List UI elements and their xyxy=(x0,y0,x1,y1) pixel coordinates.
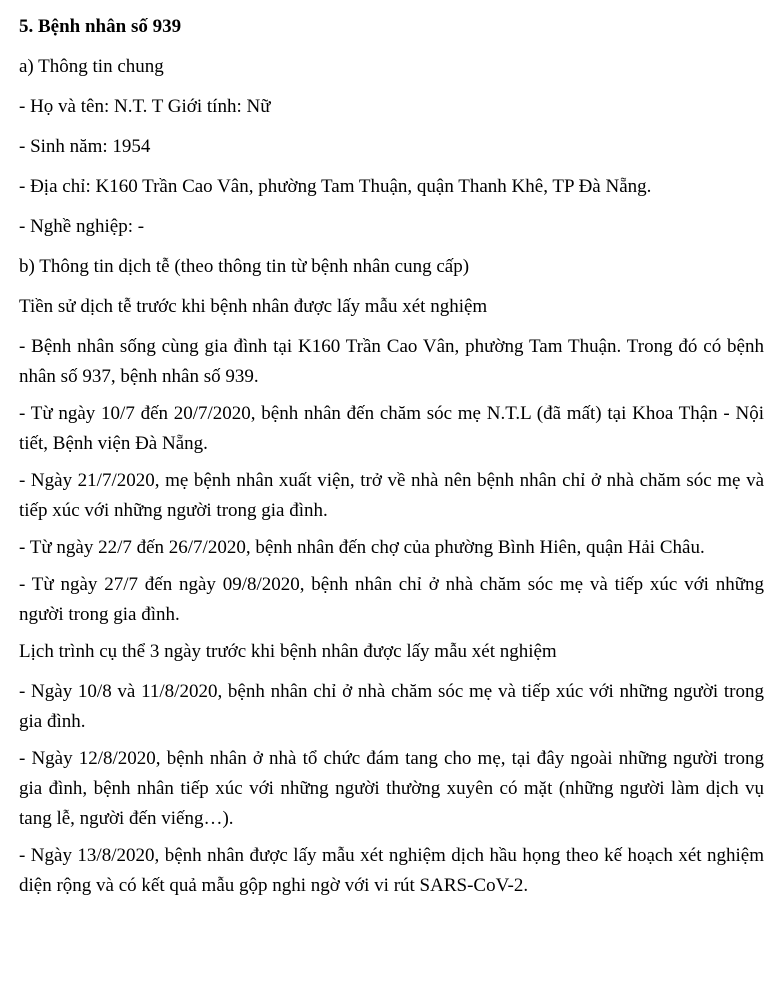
document-page xyxy=(19,12,764,908)
section-a-heading: a) Thông tin chung xyxy=(19,56,164,77)
history-item: - Bệnh nhân sống cùng gia đình tại K160 Trần Cao Vân, phường Tam Thuận. Trong đó có bệnh nhân số 937, bệnh nhân số 939. xyxy=(19,336,764,387)
schedule-heading: Lịch trình cụ thể 3 ngày trước khi bệnh nhân được lấy mẫu xét nghiệm xyxy=(19,641,557,662)
schedule-item: - Ngày 10/8 và 11/8/2020, bệnh nhân chỉ ở nhà chăm sóc mẹ và tiếp xúc với những người trong gia đình. xyxy=(19,681,764,732)
address-line: - Địa chỉ: K160 Trần Cao Vân, phường Tam Thuận, quận Thanh Khê, TP Đà Nẵng. xyxy=(19,176,652,197)
history-item: - Từ ngày 10/7 đến 20/7/2020, bệnh nhân đến chăm sóc mẹ N.T.L (đã mất) tại Khoa Thận - Nội tiết, Bệnh viện Đà Nẵng. xyxy=(19,403,764,454)
document-title: 5. Bệnh nhân số 939 xyxy=(19,16,182,37)
history-item: - Ngày 21/7/2020, mẹ bệnh nhân xuất viện, trở về nhà nên bệnh nhân chỉ ở nhà chăm sóc mẹ và tiếp xúc với những người trong gia đình. xyxy=(19,470,764,521)
history-item: - Từ ngày 22/7 đến 26/7/2020, bệnh nhân đến chợ của phường Bình Hiên, quận Hải Châu. xyxy=(19,537,705,558)
schedule-item: - Ngày 13/8/2020, bệnh nhân được lấy mẫu xét nghiệm dịch hầu họng theo kế hoạch xét nghiệm diện rộng và có kết quả mẫu gộp nghi ngờ với vi rút SARS-CoV-2. xyxy=(19,845,764,896)
name-gender-line: - Họ và tên: N.T. T Giới tính: Nữ xyxy=(19,96,271,117)
history-heading: Tiền sử dịch tễ trước khi bệnh nhân được lấy mẫu xét nghiệm xyxy=(19,296,488,317)
schedule-item: - Ngày 12/8/2020, bệnh nhân ở nhà tổ chức đám tang cho mẹ, tại đây ngoài những người trong gia đình, bệnh nhân tiếp xúc với những người thường xuyên có mặt (những người làm dịch vụ tang lễ, người đến viếng…). xyxy=(19,748,764,829)
birth-year-line: - Sinh năm: 1954 xyxy=(19,136,151,157)
occupation-line: - Nghề nghiệp: - xyxy=(19,216,145,237)
section-b-heading: b) Thông tin dịch tễ (theo thông tin từ bệnh nhân cung cấp) xyxy=(19,256,470,277)
history-item: - Từ ngày 27/7 đến ngày 09/8/2020, bệnh nhân chỉ ở nhà chăm sóc mẹ và tiếp xúc với những người trong gia đình. xyxy=(19,574,764,625)
